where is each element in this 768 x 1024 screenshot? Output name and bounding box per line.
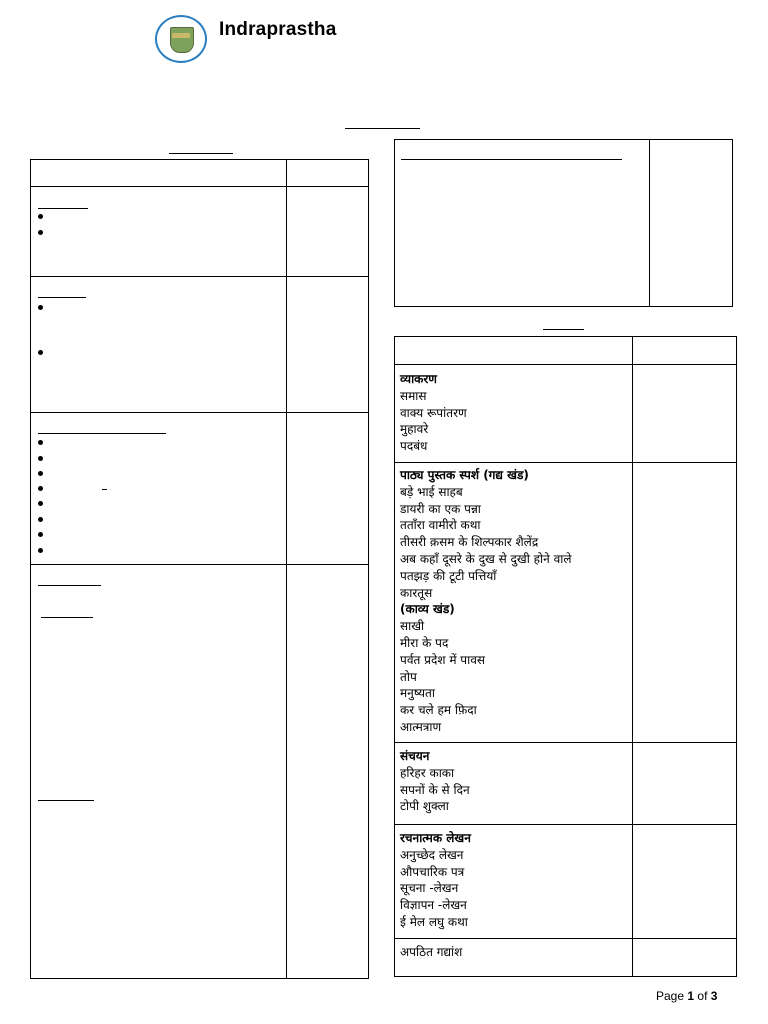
topic-item: पदबंध <box>400 439 428 454</box>
topic-item: ई मेल लघु कथा <box>400 914 468 929</box>
topic-item: वाक्य रूपांतरण <box>400 405 467 420</box>
topic-item: बड़े भाई साहब <box>400 484 463 499</box>
topic-item: तताँरा वामीरो कथा <box>400 518 481 533</box>
topic-item: मीरा के पद <box>400 635 449 650</box>
bullet-point <box>38 230 43 235</box>
topic-item: तोप <box>400 669 417 684</box>
school-name: Indraprastha <box>219 19 337 40</box>
syllabus-row-divider <box>394 938 737 939</box>
topic-item: पतझड़ की टूटी पत्तियाँ <box>400 568 497 583</box>
bullet-point <box>38 517 43 522</box>
bullet-point <box>38 350 43 355</box>
syllabus-cell-grammar <box>400 371 628 455</box>
topic-item: औपचारिक पत्र <box>400 864 465 879</box>
topic-item: डायरी का एक पन्ना <box>400 501 481 516</box>
left-table-column-divider <box>286 159 287 979</box>
syllabus-table-column-divider <box>632 336 633 977</box>
section-heading-underline <box>38 297 86 298</box>
syllabus-cell-creative-writing <box>400 830 628 931</box>
bullet-point <box>38 501 43 506</box>
section-heading-underline <box>38 800 94 801</box>
bullet-point <box>38 305 43 310</box>
syllabus-row-divider <box>394 824 737 825</box>
syllabus-row-divider <box>394 462 737 463</box>
topic-item: पर्वत प्रदेश में पावस <box>400 652 486 667</box>
section-heading: व्याकरण <box>400 372 437 386</box>
left-table <box>30 159 369 979</box>
topic-item: अब कहाँ दूसरे के दुख से दुखी होने वाले <box>400 551 572 566</box>
left-table-row-divider <box>30 276 369 277</box>
page-current: 1 <box>687 989 695 1003</box>
topic-item: कारतूस <box>400 585 433 600</box>
section-subheading: (काव्य खंड) <box>400 602 455 617</box>
bullet-point <box>38 456 43 461</box>
topic-item: मुहावरे <box>400 422 429 437</box>
page-label: Page <box>656 989 685 1003</box>
section-heading-underline <box>38 208 88 209</box>
syllabus-cell-sanchayan <box>400 748 628 815</box>
syllabus-cell-textbook <box>400 467 628 736</box>
topic-item: तीसरी क़सम के शिल्पकार शैलेंद्र <box>400 535 539 550</box>
syllabus-row-divider <box>394 742 737 743</box>
topic-item: कर चले हम फ़िदा <box>400 703 477 718</box>
bullet-point <box>38 214 43 219</box>
section-heading: रचनात्मक लेखन <box>400 831 471 845</box>
topic-item: अपठित गद्यांश <box>400 945 463 959</box>
topic-item: साखी <box>400 619 425 634</box>
section-heading-underline <box>38 585 101 586</box>
right-top-box-heading-underline <box>401 159 622 160</box>
section-heading: संचयन <box>400 749 430 763</box>
syllabus-cell-unseen-passage <box>400 944 628 961</box>
dash-mark <box>102 489 107 490</box>
bullet-point <box>38 532 43 537</box>
section-heading: पाठ्य पुस्तक स्पर्श (गद्य खंड) <box>400 468 529 482</box>
bullet-point <box>38 471 43 476</box>
school-logo <box>155 15 207 63</box>
topic-item: अनुच्छेद लेखन <box>400 847 464 862</box>
page-total: 3 <box>710 989 718 1003</box>
left-table-row-divider <box>30 412 369 413</box>
left-table-header-divider <box>30 186 369 187</box>
left-table-row-divider <box>30 564 369 565</box>
page-number <box>656 989 717 1003</box>
section-heading-underline <box>41 617 93 618</box>
bullet-point <box>38 440 43 445</box>
bullet-point <box>38 548 43 553</box>
topic-item: हरिहर काका <box>400 765 455 780</box>
right-top-box <box>394 139 733 307</box>
bullet-point <box>38 486 43 491</box>
crest-band <box>172 33 190 38</box>
title-underline <box>345 128 420 129</box>
topic-item: टोपी शुक्ला <box>400 799 449 814</box>
topic-item: सपनों के से दिन <box>400 782 470 797</box>
topic-item: विज्ञापन -लेखन <box>400 898 467 913</box>
topic-item: समास <box>400 388 427 403</box>
left-table-title-underline <box>169 153 233 154</box>
topic-item: सूचना -लेखन <box>400 881 459 896</box>
topic-item: मनुष्यता <box>400 686 436 701</box>
topic-item: आत्मत्राण <box>400 719 442 734</box>
section-heading-underline <box>38 433 166 434</box>
right-top-box-divider <box>649 139 650 307</box>
crest-icon <box>170 27 194 53</box>
syllabus-title-underline <box>543 329 584 330</box>
page-of: of <box>697 989 708 1003</box>
syllabus-header-divider <box>394 364 737 365</box>
